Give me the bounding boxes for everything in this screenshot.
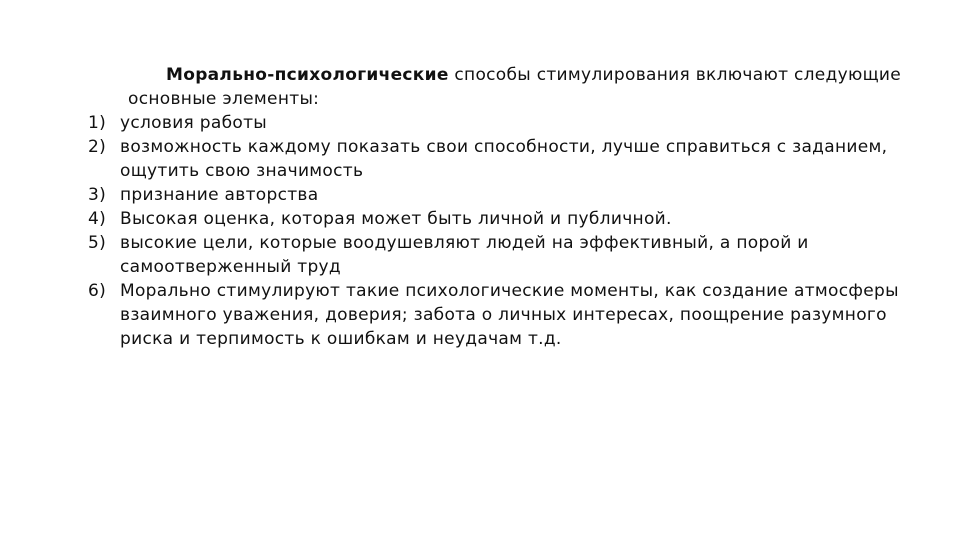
slide-content bbox=[88, 63, 918, 351]
intro-paragraph bbox=[128, 63, 918, 111]
list-item-number: 2) bbox=[88, 137, 107, 157]
list-item-text: высокие цели, которые воодушевляют людей на эффективный, а порой и самоотверженный труд bbox=[120, 233, 809, 277]
list-item-number: 6) bbox=[88, 281, 107, 301]
list-item-text: условия работы bbox=[120, 113, 267, 133]
list-item-number: 1) bbox=[88, 113, 107, 133]
list-item-text: Высокая оценка, которая может быть личной и публичной. bbox=[120, 209, 672, 229]
intro-bold-term: Морально-психологические bbox=[166, 65, 449, 85]
list-item-text: Морально стимулируют такие психологические моменты, как создание атмосферы взаимного уважения, доверия; забота о личных интересах, поощрение разумного риска и терпимость к ошибкам и неудачам т.д. bbox=[120, 281, 899, 349]
intro-text: способы стимулирования включают следующие основные элементы: bbox=[128, 65, 901, 109]
list-item-number: 5) bbox=[88, 233, 107, 253]
list-item bbox=[88, 183, 918, 207]
list-item-text: возможность каждому показать свои способности, лучше справиться с заданием, ощутить свою значимость bbox=[120, 137, 888, 181]
list-item bbox=[88, 111, 918, 135]
list-item bbox=[88, 135, 918, 183]
list-item bbox=[88, 207, 918, 231]
list-item bbox=[88, 279, 918, 351]
elements-list bbox=[88, 111, 918, 351]
list-item-number: 4) bbox=[88, 209, 107, 229]
list-item bbox=[88, 231, 918, 279]
list-item-text: признание авторства bbox=[120, 185, 319, 205]
list-item-number: 3) bbox=[88, 185, 107, 205]
